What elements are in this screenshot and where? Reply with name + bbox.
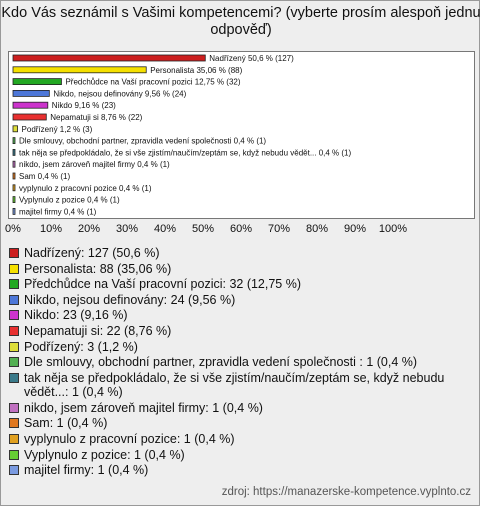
- legend-swatch: [9, 465, 19, 475]
- chart-title: Kdo Vás seznámil s Vašimi kompetencemi? (vyberte prosím alespoň jednu odpověď): [1, 5, 481, 38]
- x-tick-label-20pct: 20%: [77, 223, 101, 235]
- x-tick-label-60pct: 60%: [229, 223, 253, 235]
- legend-label: Personalista: 88 (35,06 %): [24, 261, 172, 276]
- legend-item-5: [9, 308, 475, 323]
- bar-label-1: Nadřízený 50,6 % (127): [209, 54, 294, 63]
- legend-label: Sam: 1 (0,4 %): [24, 416, 108, 431]
- bar-label-13: Vyplynulo z pozice 0,4 % (1): [19, 195, 120, 205]
- bar-label-8: Dle smlouvy, obchodní partner, zpravidla vedení společnosti 0,4 % (1): [19, 136, 267, 146]
- x-tick-label-80pct: 80%: [305, 223, 329, 235]
- legend-swatch: [9, 264, 19, 274]
- x-tick-label-50pct: 50%: [191, 223, 215, 235]
- bar-10: [13, 161, 15, 167]
- bar-label-7: Podřízený 1,2 % (3): [21, 124, 93, 134]
- bar-8: [13, 138, 15, 144]
- bar-label-11: Sam 0,4 % (1): [19, 172, 71, 181]
- bar-12: [13, 185, 15, 191]
- legend-label: vyplynulo z pracovní pozice: 1 (0,4 %): [24, 432, 235, 447]
- bar-14: [13, 208, 15, 214]
- x-tick-label-40pct: 40%: [153, 223, 177, 235]
- bar-label-14: majitel firmy 0,4 % (1): [19, 207, 97, 217]
- legend-item-7: [9, 340, 475, 355]
- legend-swatch: [9, 342, 19, 352]
- bar-label-2: Personalista 35,06 % (88): [150, 65, 243, 75]
- bar-1: [13, 55, 205, 61]
- bar-label-9: tak něja se předpokládalo, že si vše zjistím/naučím/zeptám se, když nebudu vědět... 0,4 % (1): [19, 148, 352, 158]
- legend-swatch: [9, 373, 19, 383]
- bar-13: [13, 197, 15, 203]
- legend-label: Dle smlouvy, obchodní partner, zpravidla vedení společnosti : 1 (0,4 %): [24, 355, 418, 370]
- bar-label-12: vyplynulo z pracovní pozice 0,4 % (1): [19, 183, 152, 193]
- legend-label: Nikdo: 23 (9,16 %): [24, 308, 128, 323]
- legend-item-10: [9, 401, 475, 416]
- legend-item-6: [9, 324, 475, 339]
- legend-swatch: [9, 357, 19, 367]
- x-tick-label-100pct: 100%: [378, 223, 408, 235]
- legend-swatch: [9, 403, 19, 413]
- bar-label-6: Nepamatuji si 8,76 % (22): [50, 113, 143, 122]
- legend-swatch: [9, 248, 19, 258]
- bar-2: [13, 67, 146, 73]
- legend-swatch: [9, 310, 19, 320]
- legend-label: Nikdo, nejsou definovány: 24 (9,56 %): [24, 292, 236, 307]
- legend-label: Nadřízený: 127 (50,6 %): [24, 246, 160, 260]
- bar-label-10: nikdo, jsem zároveň majitel firmy 0,4 % (1): [19, 160, 170, 170]
- legend-item-13: [9, 448, 475, 463]
- bar-7: [13, 126, 18, 132]
- legend-swatch: [9, 450, 19, 460]
- legend-label: majitel firmy: 1 (0,4 %): [24, 463, 149, 478]
- bar-label-3: Předchůdce na Vaší pracovní pozici 12,75 % (32): [65, 77, 241, 87]
- bar-6: [13, 114, 46, 120]
- bar-11: [13, 173, 15, 179]
- bar-9: [13, 149, 15, 155]
- legend: [9, 246, 475, 479]
- legend-label: Předchůdce na Vaší pracovní pozici: 32 (12,75 %): [24, 277, 302, 292]
- x-tick-label-0pct: 0%: [5, 223, 21, 235]
- bar-3: [13, 79, 61, 85]
- bar-chart: [5, 52, 476, 248]
- bar-label-4: Nikdo, nejsou definovány 9,56 % (24): [53, 89, 187, 99]
- legend-label: nikdo, jsem zároveň majitel firmy: 1 (0,4 %): [24, 400, 263, 415]
- source-note: zdroj: https://manazerske-kompetence.vyplnto.cz: [221, 486, 471, 498]
- bar-5: [13, 102, 48, 108]
- legend-item-9: [9, 371, 475, 400]
- plot-area: [5, 51, 475, 235]
- bar-label-5: Nikdo 9,16 % (23): [51, 101, 116, 111]
- legend-swatch: [9, 279, 19, 289]
- legend-label: tak něja se předpokládalo, že si vše zjistím/naučím/zeptám se, když nebudu vědět...: 1 (0,4 %): [24, 370, 445, 400]
- legend-label: Nepamatuji si: 22 (8,76 %): [24, 323, 172, 338]
- legend-swatch: [9, 295, 19, 305]
- legend-swatch: [9, 418, 19, 428]
- legend-item-14: [9, 463, 475, 478]
- x-tick-label-70pct: 70%: [267, 223, 291, 235]
- legend-item-2: [9, 262, 475, 277]
- legend-item-3: [9, 277, 475, 292]
- legend-swatch: [9, 326, 19, 336]
- x-tick-label-90pct: 90%: [343, 223, 367, 235]
- legend-item-11: [9, 416, 475, 431]
- legend-item-12: [9, 432, 475, 447]
- legend-item-1: [9, 246, 475, 261]
- bar-4: [13, 90, 49, 96]
- legend-label: Vyplynulo z pozice: 1 (0,4 %): [24, 447, 185, 462]
- legend-item-8: [9, 355, 475, 370]
- x-tick-label-10pct: 10%: [39, 223, 63, 235]
- x-tick-label-30pct: 30%: [115, 223, 139, 235]
- legend-item-4: [9, 293, 475, 308]
- legend-swatch: [9, 434, 19, 444]
- legend-label: Podřízený: 3 (1,2 %): [24, 339, 138, 354]
